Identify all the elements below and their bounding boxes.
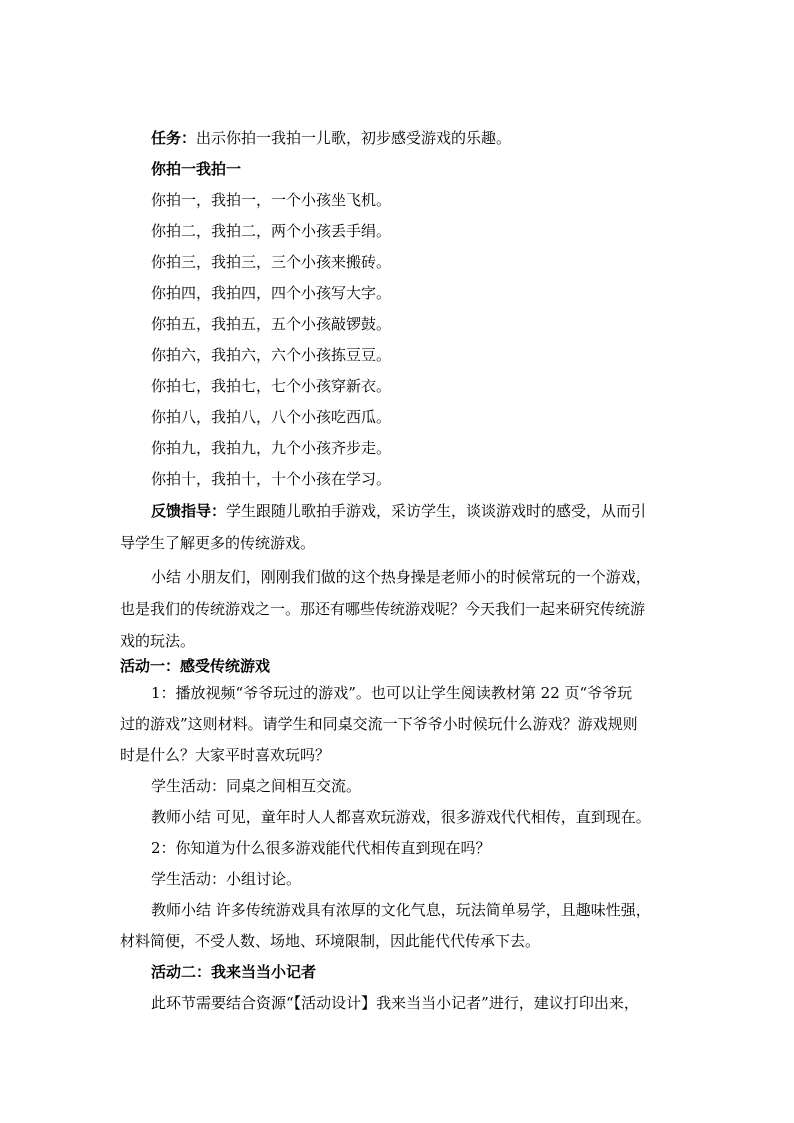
poem-line: 你拍九，我拍九，九个小孩齐步走。 [151, 439, 392, 457]
feedback-paragraph [151, 501, 646, 521]
poem-line: 你拍十，我拍十，十个小孩在学习。 [151, 470, 392, 488]
task-paragraph [151, 128, 511, 148]
activity1-item1-line: 过的游戏”这则材料。请学生和同桌交流一下爷爷小时候玩什么游戏？游戏规则 [120, 715, 638, 733]
poem-line: 你拍二，我拍二，两个小孩丢手绢。 [151, 222, 392, 240]
poem-line: 你拍三，我拍三，三个小孩来搬砖。 [151, 253, 392, 271]
activity1-item2: 2：你知道为什么很多游戏能代代相传直到现在吗？ [151, 839, 491, 857]
activity2-paragraph: 此环节需要结合资源“【活动设计】我来当当小记者”进行，建议打印出来， [151, 994, 639, 1012]
activity1-heading: 活动一：感受传统游戏 [120, 657, 271, 675]
poem-line: 你拍六，我拍六，六个小孩拣豆豆。 [151, 346, 392, 364]
teacher-summary: 教师小结 可见，童年时人人都喜欢玩游戏，很多游戏代代相传，直到现在。 [151, 808, 651, 826]
summary-line: 也是我们的传统游戏之一。那还有哪些传统游戏呢？今天我们一起来研究传统游 [120, 600, 646, 618]
feedback-continuation: 导学生了解更多的传统游戏。 [120, 534, 316, 552]
poem-line: 你拍五，我拍五，五个小孩敲锣鼓。 [151, 315, 392, 333]
student-activity: 学生活动：小组讨论。 [151, 870, 302, 888]
poem-title: 你拍一我拍一 [151, 160, 242, 178]
student-activity: 学生活动：同桌之间相互交流。 [151, 777, 362, 795]
task-label: 任务： [151, 129, 197, 147]
poem-line: 你拍八，我拍八，八个小孩吃西瓜。 [151, 408, 392, 426]
activity2-heading: 活动二：我来当当小记者 [151, 963, 317, 981]
task-text: 出示你拍一我拍一儿歌，初步感受游戏的乐趣。 [196, 129, 512, 147]
teacher-summary: 教师小结 许多传统游戏具有浓厚的文化气息，玩法简单易学，且趣味性强， [151, 901, 651, 919]
feedback-label: 反馈指导： [151, 502, 227, 520]
summary-line: 小结 小朋友们，刚刚我们做的这个热身操是老师小的时候常玩的一个游戏， [151, 568, 651, 586]
activity1-item1-line: 时是什么？大家平时喜欢玩吗？ [120, 746, 331, 764]
teacher-summary-continuation: 材料简便，不受人数、场地、环境限制，因此能代代传承下去。 [120, 932, 541, 950]
feedback-text: 学生跟随儿歌拍手游戏，采访学生，谈谈游戏时的感受，从而引 [226, 502, 647, 520]
poem-line: 你拍四，我拍四，四个小孩写大字。 [151, 284, 392, 302]
poem-line: 你拍一，我拍一，一个小孩坐飞机。 [151, 191, 392, 209]
summary-line: 戏的玩法。 [120, 632, 196, 650]
poem-line: 你拍七，我拍七，七个小孩穿新衣。 [151, 377, 392, 395]
activity1-item1-line: 1：播放视频“爷爷玩过的游戏”。也可以让学生阅读教材第 22 页“爷爷玩 [151, 684, 633, 702]
